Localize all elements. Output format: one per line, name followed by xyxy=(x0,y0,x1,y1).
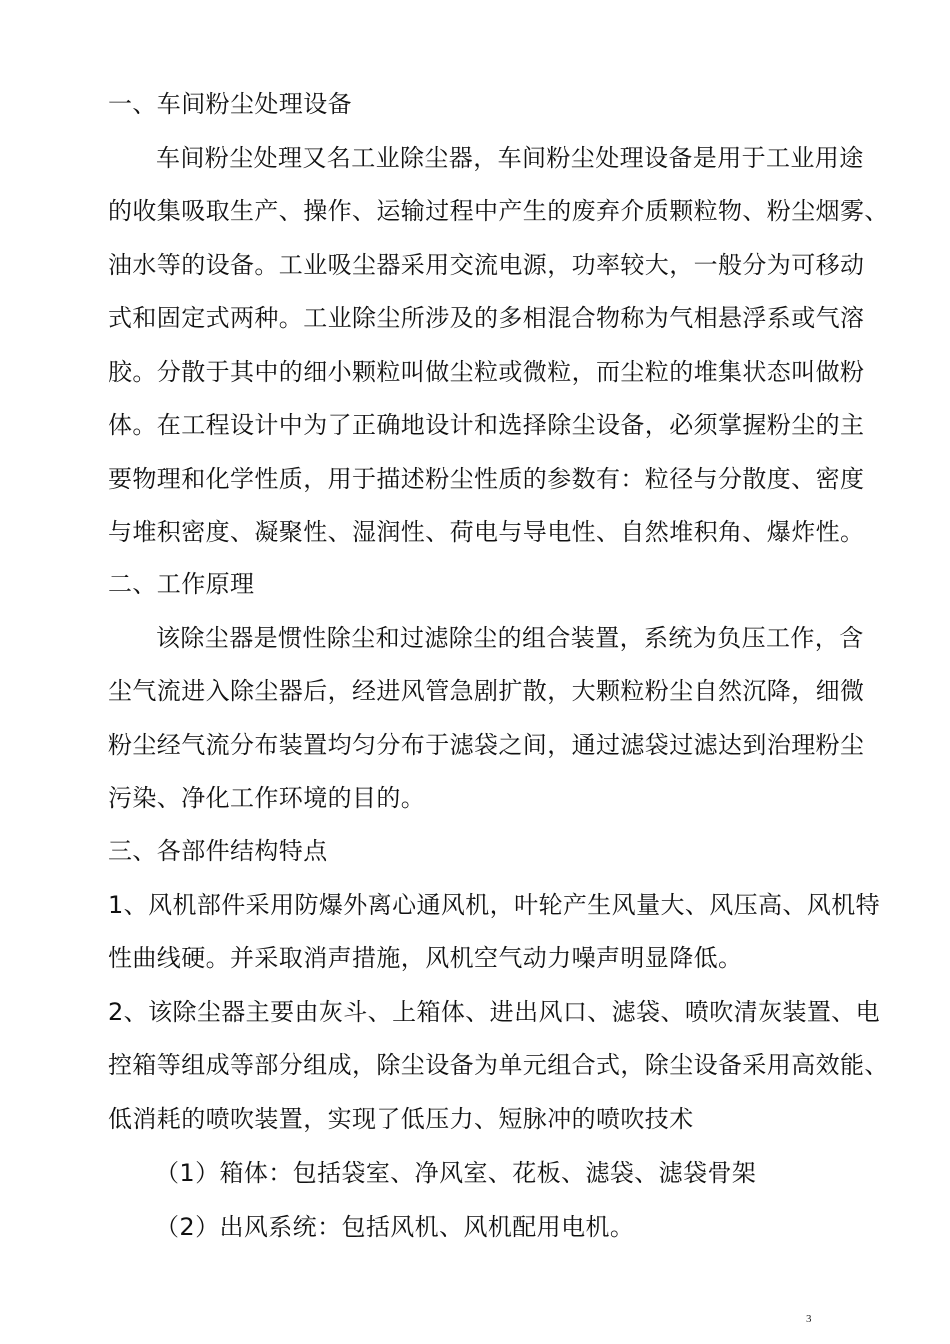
paragraph-line: 体。在工程设计中为了正确地设计和选择除尘设备，必须掌握粉尘的主 xyxy=(108,411,865,439)
paragraph-line: 胶。分散于其中的细小颗粒叫做尘粒或微粒，而尘粒的堆集状态叫做粉 xyxy=(108,358,865,386)
paragraph-line: 要物理和化学性质，用于描述粉尘性质的参数有：粒径与分散度、密度 xyxy=(108,465,865,493)
paragraph-line: 尘气流进入除尘器后，经进风管急剧扩散，大颗粒粉尘自然沉降，细微 xyxy=(108,677,865,705)
paragraph-line: 粉尘经气流分布装置均匀分布于滤袋之间，通过滤袋过滤达到治理粉尘 xyxy=(108,731,865,759)
paragraph-line: 油水等的设备。工业吸尘器采用交流电源，功率较大，一般分为可移动 xyxy=(108,251,865,279)
paragraph-line: 车间粉尘处理又名工业除尘器，车间粉尘处理设备是用于工业用途 xyxy=(156,144,864,172)
list-item-2-continuation: 低消耗的喷吹装置，实现了低压力、短脉冲的喷吹技术 xyxy=(108,1105,694,1133)
subitem-1: （1）箱体：包括袋室、净风室、花板、滤袋、滤袋骨架 xyxy=(155,1159,757,1187)
section1-heading: 一、车间粉尘处理设备 xyxy=(108,90,352,118)
paragraph-line: 与堆积密度、凝聚性、湿润性、荷电与导电性、自然堆积角、爆炸性。 xyxy=(108,518,865,546)
list-item-2: 2、该除尘器主要由灰斗、上箱体、进出风口、滤袋、喷吹清灰装置、电 xyxy=(108,998,881,1026)
paragraph-line: 该除尘器是惯性除尘和过滤除尘的组合装置，系统为负压工作，含 xyxy=(156,624,864,652)
subitem-2: （2）出风系统：包括风机、风机配用电机。 xyxy=(155,1213,635,1241)
list-item-1: 1、风机部件采用防爆外离心通风机，叶轮产生风量大、风压高、风机特 xyxy=(108,891,881,919)
paragraph-line: 的收集吸取生产、操作、运输过程中产生的废弃介质颗粒物、粉尘烟雾、 xyxy=(108,197,889,225)
page-number: 3 xyxy=(806,1313,812,1325)
list-item-1-continuation: 性曲线硬。并采取消声措施，风机空气动力噪声明显降低。 xyxy=(108,944,743,972)
list-item-2-continuation: 控箱等组成等部分组成，除尘设备为单元组合式，除尘设备采用高效能、 xyxy=(108,1051,889,1079)
paragraph-line: 污染、净化工作环境的目的。 xyxy=(108,784,426,812)
section3-heading: 三、各部件结构特点 xyxy=(108,837,328,865)
section2-heading: 二、工作原理 xyxy=(108,570,255,598)
paragraph-line: 式和固定式两种。工业除尘所涉及的多相混合物称为气相悬浮系或气溶 xyxy=(108,304,865,332)
